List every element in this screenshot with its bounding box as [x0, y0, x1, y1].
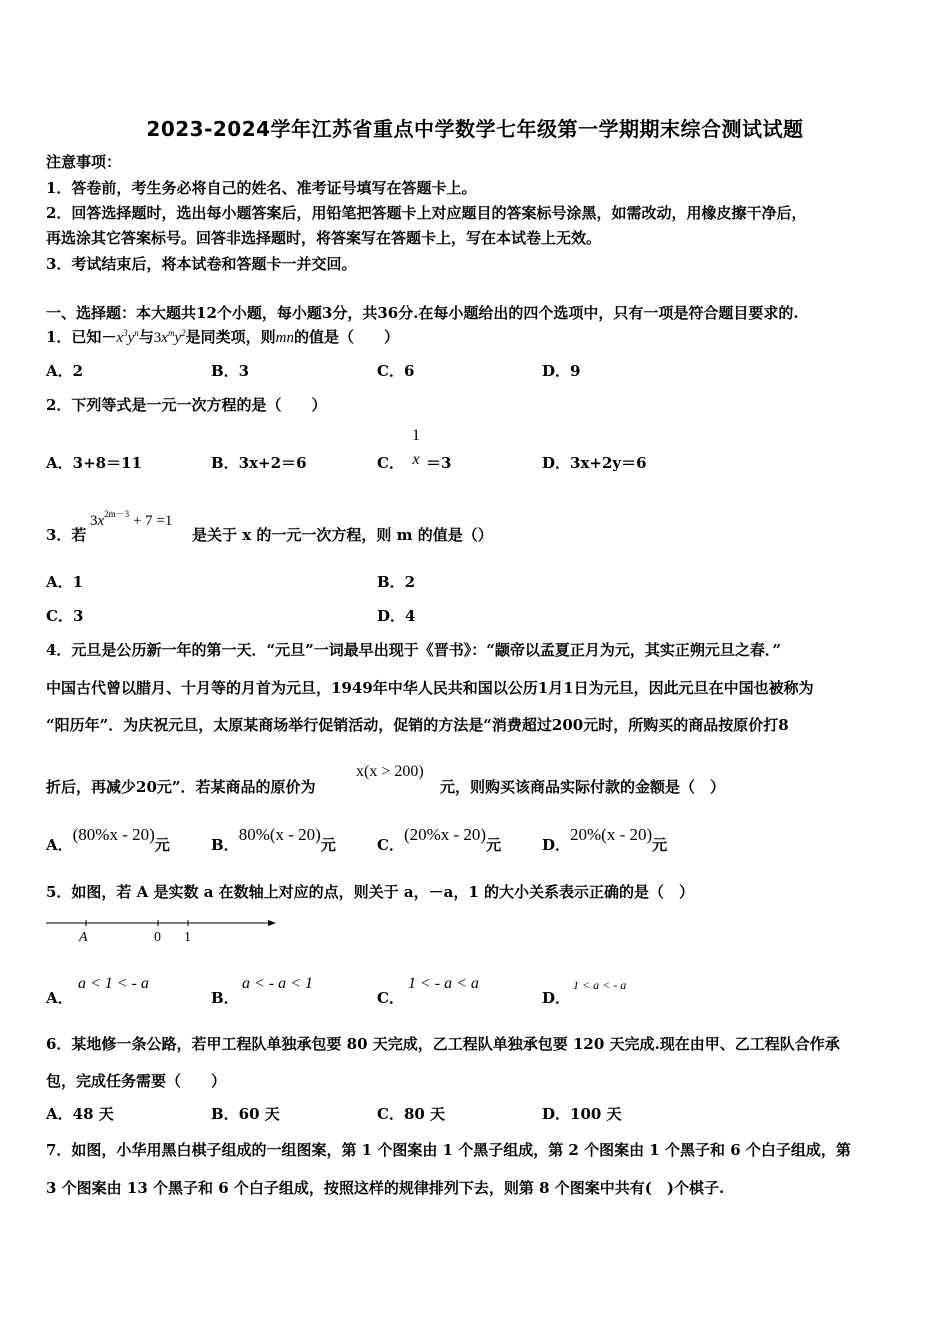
option-a: A．48 天: [46, 1105, 114, 1123]
option-d: D．3x+2y＝6: [542, 454, 647, 472]
option-c: C．(20%x - 20)元: [377, 825, 502, 854]
question-6-line: 6．某地修一条公路，若甲工程队单独承包要 80 天完成，乙工程队单独承包要 120 天完成.现在由甲、乙工程队合作承: [46, 1035, 840, 1053]
option-d: D．: [542, 989, 571, 1007]
notice-item: 3．考试结束后，将本试卷和答题卡一并交回。: [46, 255, 357, 273]
question-4-line: 4．元旦是公历新一年的第一天．“元旦”一词最早出现于《晋书》：“颛帝以孟夏正月为元，其实正朔元旦之春．”: [46, 641, 781, 659]
notice-item: 再选涂其它答案标号。回答非选择题时，将答案写在答题卡上，写在本试卷上无效。: [46, 229, 602, 247]
section-heading: 一、选择题：本大题共12个小题，每小题3分，共36分.在每小题给出的四个选项中，只有一项是符合题目要求的.: [46, 304, 799, 322]
question-4-line: 元，则购买该商品实际付款的金额是（ ）: [440, 778, 726, 796]
option-b: B．2: [377, 573, 416, 591]
question-3-label: 3．若: [46, 526, 87, 544]
option-c: C．: [377, 989, 404, 1007]
term-1: $x^3y^n$: [116, 328, 139, 346]
option-a: A．(80%x - 20)元: [46, 825, 170, 854]
term-2: $3x^my^2$: [153, 328, 186, 346]
option-a: A．2: [46, 362, 84, 380]
fraction-one-over-x: 1 x: [412, 427, 420, 468]
question-7-line: 3 个图案由 13 个黑子和 6 个白子组成，按照这样的规律排列下去，则第 8 个图案中共有( )个棋子.: [46, 1179, 725, 1197]
option-c: C．80 天: [377, 1105, 446, 1123]
question-4-line: 折后，再减少20元”．若某商品的原价为: [46, 778, 316, 796]
question-6-line: 包，完成任务需要（ ）: [46, 1072, 227, 1090]
option-a-expr: a < 1 < - a: [78, 975, 149, 992]
option-b: B．: [211, 989, 239, 1007]
option-d: D．9: [542, 362, 581, 380]
option-b: B．3: [211, 362, 250, 380]
option-d: D．4: [377, 607, 416, 625]
question-7-line: 7．如图，小华用黑白棋子组成的一组图案，第 1 个图案由 1 个黑子组成，第 2 个图案由 1 个黑子和 6 个白子组成，第: [46, 1141, 851, 1159]
question-2-stem: 2．下列等式是一元一次方程的是（ ）: [46, 396, 327, 414]
page-title: 2023-2024学年江苏省重点中学数学七年级第一学期期末综合测试试题: [146, 117, 804, 141]
option-c: C．3: [46, 607, 84, 625]
option-a: A．: [46, 989, 73, 1007]
option-b: B．60 天: [211, 1105, 280, 1123]
option-b: B．80%(x - 20)元: [211, 825, 336, 854]
arrow-head-icon: [268, 920, 276, 926]
option-b-expr: a < - a < 1: [242, 975, 313, 992]
number-line-figure: [46, 915, 276, 945]
option-d: D．100 天: [542, 1105, 622, 1123]
price-expression: x(x > 200): [356, 763, 424, 780]
question-4-line: “阳历年”．为庆祝元旦，太原某商场举行促销活动，促销的方法是“消费超过200元时，所购买的商品按原价打8: [46, 716, 789, 734]
option-b: B．3x+2＝6: [211, 454, 307, 472]
option-c: C．6: [377, 362, 415, 380]
question-4-line: 中国古代曾以腊月、十月等的月首为元旦，1949年中华人民共和国以公历1月1日为元旦，因此元旦在中国也被称为: [46, 679, 814, 697]
equation-3: $3x^{2m-3} + 7 =1$: [90, 509, 173, 529]
option-d: D．20%(x - 20)元: [542, 825, 668, 854]
question-1-stem: 1．已知$-x^3y^n$与$3x^my^2$是同类项，则mn的值是（ ）: [46, 328, 400, 346]
option-c-expr: 1 < - a < a: [408, 975, 479, 992]
option-a: A．3+8＝11: [46, 454, 142, 472]
question-3-rest: 是关于 x 的一元一次方程，则 m 的值是（）: [192, 526, 493, 544]
point-a-label: A: [79, 930, 88, 945]
option-c: C． ＝3: [377, 454, 452, 472]
notice-heading: 注意事项：: [46, 153, 122, 171]
question-5-stem: 5．如图，若 A 是实数 a 在数轴上对应的点，则关于 a，－a，1 的大小关系表示正确的是（ ）: [46, 883, 695, 901]
one-label: 1: [184, 930, 191, 945]
notice-item: 1．答卷前，考生务必将自己的姓名、准考证号填写在答题卡上。: [46, 179, 477, 197]
zero-label: 0: [154, 930, 161, 945]
option-d-expr: 1 < a < - a: [573, 978, 627, 992]
option-a: A．1: [46, 573, 84, 591]
notice-item: 2．回答选择题时，选出每小题答案后，用铅笔把答题卡上对应题目的答案标号涂黑，如需改动，用橡皮擦干净后，: [46, 204, 807, 222]
